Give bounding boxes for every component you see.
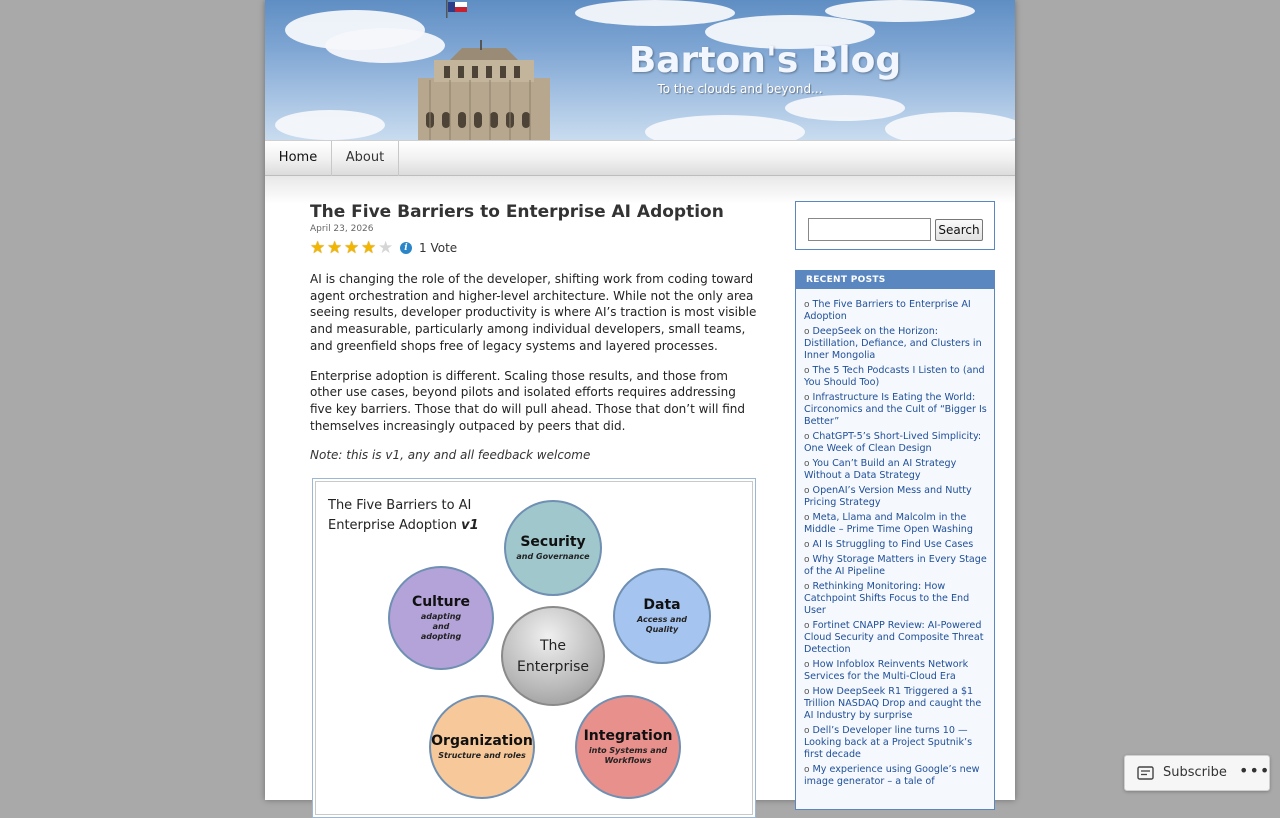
search-input[interactable] — [808, 218, 931, 241]
site-title[interactable]: Barton's Blog — [628, 40, 902, 81]
recent-post-link[interactable]: o Rethinking Monitoring: How Catchpoint Shifts Focus to the End User — [804, 581, 970, 616]
circle-data: Data Access and Quality — [613, 568, 711, 664]
recent-post-link[interactable]: o You Can’t Build an AI Strategy Without a Data Strategy — [804, 458, 957, 481]
star-icon[interactable]: ★ — [344, 237, 360, 258]
vote-count: 1 Vote — [419, 241, 458, 255]
flag-image — [445, 0, 469, 18]
figure-title: The Five Barriers to AI Enterprise Adoption v1 — [328, 498, 479, 533]
recent-posts-widget — [795, 270, 995, 810]
post-paragraph: Enterprise adoption is different. Scaling those results, and those from other use cases, beyond pilots and isolated efforts requires addressing five key barriers. Those that do will pull ahead. Those that don’t will find themselves increasingly outpaced by peers that did. — [310, 368, 746, 433]
nav-shadow — [265, 176, 1015, 204]
recent-posts-title: RECENT POSTS — [796, 271, 994, 289]
nav-item-home[interactable]: Home — [265, 141, 332, 176]
reader-icon[interactable] — [1137, 766, 1154, 780]
recent-post-link[interactable]: o Fortinet CNAPP Review: AI-Powered Cloud Security and Composite Threat Detection — [804, 620, 984, 655]
recent-post-link[interactable]: o Meta, Llama and Malcolm in the Middle – Prime Time Open Washing — [804, 512, 973, 535]
recent-post-link[interactable]: o Infrastructure Is Eating the World: Circonomics and the Cult of “Bigger Is Better” — [804, 392, 987, 427]
circle-security: Security and Governance — [504, 500, 602, 596]
subscribe-button[interactable]: Subscribe — [1163, 765, 1227, 780]
recent-post-link[interactable]: o Why Storage Matters in Every Stage of the AI Pipeline — [804, 554, 987, 577]
recent-post-link[interactable]: o My experience using Google’s new image generator – a tale of — [804, 764, 980, 787]
star-icon[interactable]: ★ — [361, 237, 377, 258]
post-date: April 23, 2026 — [310, 224, 374, 234]
star-icon[interactable]: ★ — [327, 237, 343, 258]
post-note: Note: this is v1, any and all feedback welcome — [310, 448, 591, 463]
site-tagline: To the clouds and beyond... — [657, 82, 823, 96]
post-figure[interactable] — [312, 478, 756, 818]
recent-post-link[interactable]: o How Infoblox Reinvents Network Services for the Multi-Cloud Era — [804, 659, 969, 682]
nav-item-about[interactable]: About — [332, 141, 399, 176]
recent-post-link[interactable]: o The Five Barriers to Enterprise AI Adoption — [804, 299, 971, 322]
search-button[interactable]: Search — [935, 219, 983, 241]
star-icon[interactable]: ★ — [378, 237, 394, 258]
ellipsis-icon[interactable]: ••• — [1239, 761, 1271, 780]
recent-post-link[interactable]: o DeepSeek on the Horizon: Distillation, Defiance, and Clusters in Inner Mongolia — [804, 326, 982, 361]
subscribe-bar — [1124, 755, 1270, 791]
info-icon[interactable]: i — [400, 242, 412, 254]
recent-post-link[interactable]: o ChatGPT-5’s Short-Lived Simplicity: One Week of Clean Design — [804, 431, 982, 454]
recent-post-link[interactable]: o How DeepSeek R1 Triggered a $1 Trillion NASDAQ Drop and caught the AI Industry by surprise — [804, 686, 982, 721]
site-header — [265, 0, 1015, 140]
post-paragraph: AI is changing the role of the developer, shifting work from coding toward agent orchestration and higher-level architecture. While not the only area seeing results, developer productivity is where AI’s traction is most visible and measurable, particularly among individual developers, small teams, and greenfield shops free of legacy systems and layered processes. — [310, 272, 757, 353]
circle-enterprise: The Enterprise — [501, 606, 605, 706]
circle-culture: Culture adapting and adopting — [388, 566, 494, 670]
post-title[interactable]: The Five Barriers to Enterprise AI Adoption — [310, 202, 724, 222]
blog-post — [310, 201, 760, 765]
circle-organization: Organization Structure and roles — [429, 695, 535, 799]
star-icon[interactable]: ★ — [310, 237, 326, 258]
recent-post-link[interactable]: o Dell’s Developer line turns 10 — Looking back at a Project Sputnik’s first decade — [804, 725, 973, 760]
figure-canvas — [315, 481, 753, 815]
circle-integration: Integration into Systems and Workflows — [575, 695, 681, 799]
recent-posts-list — [796, 289, 994, 788]
star-rating — [310, 238, 760, 258]
page-container — [265, 0, 1015, 800]
recent-post-link[interactable]: o OpenAI’s Version Mess and Nutty Pricing Strategy — [804, 485, 972, 508]
recent-post-link[interactable]: o The 5 Tech Podcasts I Listen to (and You Should Too) — [804, 365, 985, 388]
main-navigation — [265, 140, 1015, 176]
recent-post-link[interactable]: o AI Is Struggling to Find Use Cases — [804, 539, 974, 550]
search-widget — [795, 201, 995, 250]
